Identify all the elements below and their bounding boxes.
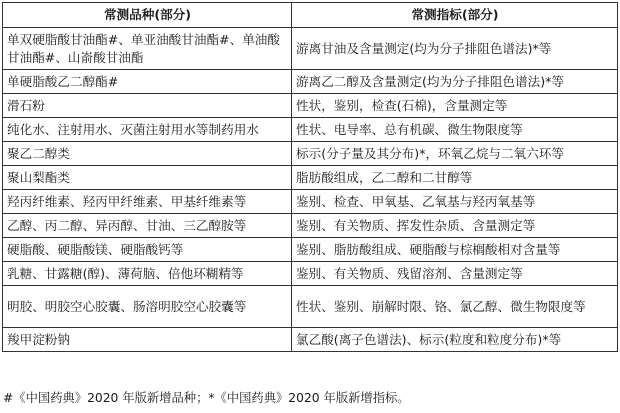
excipient-test-table	[2, 2, 618, 352]
indicator-cell: 游离甘油及含量测定(均为分子排阻色谱法)*等	[292, 28, 618, 70]
indicator-cell: 性状、电导率、总有机碳、微生物限度等	[292, 118, 618, 142]
header-indicators: 常测指标(部分)	[292, 3, 618, 28]
table-row	[3, 70, 618, 94]
table-footnote: #《中国药典》2020 年版新增品种；*《中国药典》2020 年版新增指标。	[3, 391, 410, 405]
indicator-cell: 性状、鉴别、崩解时限、铬、氯乙醇、微生物限度等	[292, 286, 618, 328]
table-row	[3, 190, 618, 214]
variety-cell: 乙醇、丙二醇、异丙醇、甘油、三乙醇胺等	[3, 214, 292, 238]
table-header-row	[3, 3, 618, 28]
indicator-cell: 鉴别、有关物质、挥发性杂质、含量测定等	[292, 214, 618, 238]
table-row	[3, 286, 618, 328]
variety-cell: 明胶、明胶空心胶囊、肠溶明胶空心胶囊等	[3, 286, 292, 328]
variety-cell: 纯化水、注射用水、灭菌注射用水等制药用水	[3, 118, 292, 142]
table-row	[3, 214, 618, 238]
indicator-cell: 鉴别、有关物质、残留溶剂、含量测定等	[292, 262, 618, 286]
variety-cell: 聚乙二醇类	[3, 142, 292, 166]
variety-cell: 乳糖、甘露糖(醇)、薄荷脑、倍他环糊精等	[3, 262, 292, 286]
table-row	[3, 94, 618, 118]
variety-cell: 羧甲淀粉钠	[3, 328, 292, 352]
table-row	[3, 262, 618, 286]
variety-cell: 滑石粉	[3, 94, 292, 118]
table-row	[3, 166, 618, 190]
indicator-cell: 游离乙二醇及含量测定(均为分子排阻色谱法)*等	[292, 70, 618, 94]
table-row	[3, 142, 618, 166]
variety-cell: 聚山梨酯类	[3, 166, 292, 190]
indicator-cell: 鉴别、脂肪酸组成、硬脂酸与棕榈酸相对含量等	[292, 238, 618, 262]
table-row	[3, 28, 618, 70]
indicator-cell: 性状，鉴别，检查(石棉)，含量测定等	[292, 94, 618, 118]
variety-cell: 单硬脂酸乙二醇酯#	[3, 70, 292, 94]
table-row	[3, 328, 618, 352]
indicator-cell: 标示(分子量及其分布)*，环氧乙烷与二氧六环等	[292, 142, 618, 166]
variety-cell: 硬脂酸、硬脂酸镁、硬脂酸钙等	[3, 238, 292, 262]
indicator-cell: 脂肪酸组成，乙二醇和二甘醇等	[292, 166, 618, 190]
table-row	[3, 238, 618, 262]
indicator-cell: 鉴别、检查、甲氧基、乙氧基与羟丙氧基等	[292, 190, 618, 214]
variety-cell: 单双硬脂酸甘油酯#、单亚油酸甘油酯#、单油酸甘油酯#、山嵛酸甘油酯	[3, 28, 292, 70]
indicator-cell: 氯乙酸(离子色谱法)、标示(粒度和粒度分布)*等	[292, 328, 618, 352]
variety-cell: 羟丙纤维素、羟丙甲纤维素、甲基纤维素等	[3, 190, 292, 214]
header-varieties: 常测品种(部分)	[3, 3, 292, 28]
table-row	[3, 118, 618, 142]
